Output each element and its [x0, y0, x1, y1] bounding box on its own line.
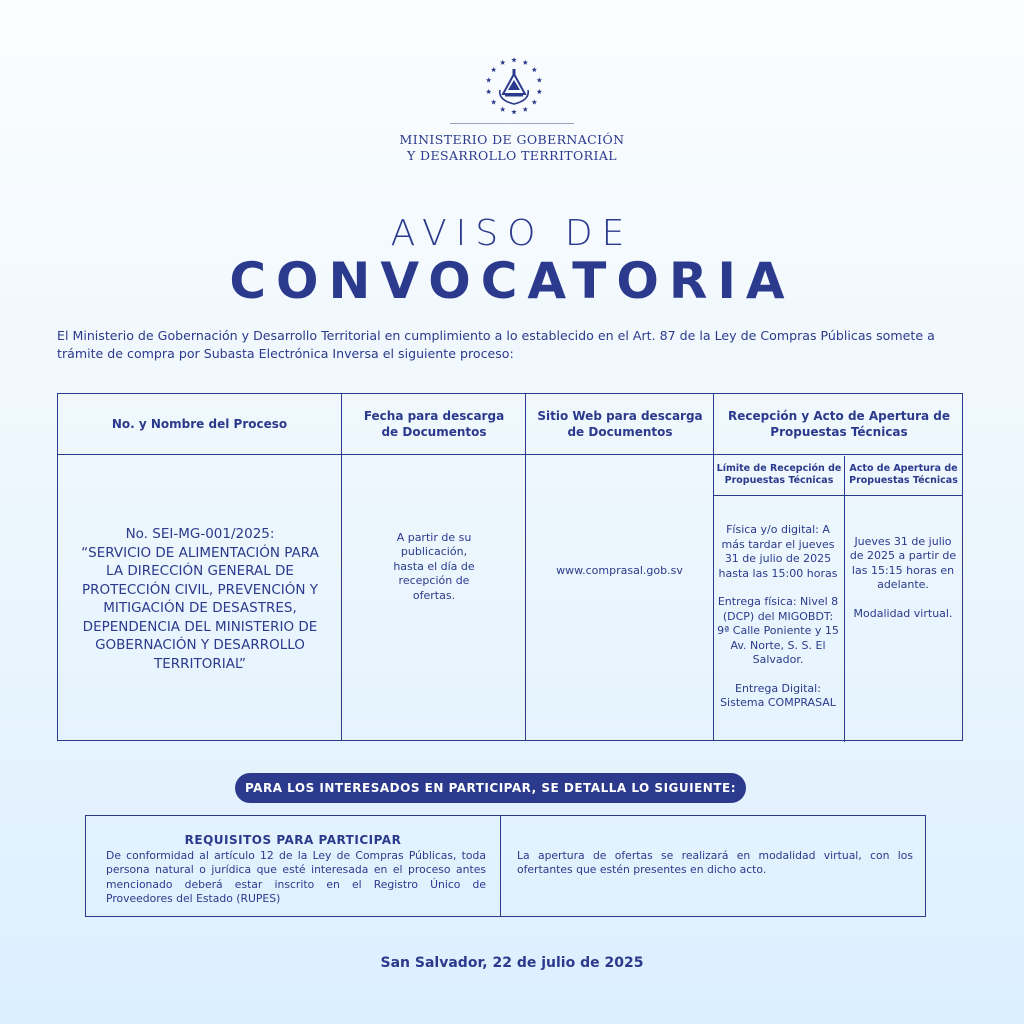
header-download-date: Fecha para descarga de Documentos — [363, 409, 505, 439]
requirements-text: De conformidad al artículo 12 de la Ley de Compras Públicas, toda persona natural o jurídica que esté interesada en el proceso antes mencionado deberá estar inscrito en el Registro Único de Proveedores del Estado (RUPES) — [106, 849, 486, 905]
star-icon — [523, 60, 528, 65]
title-line-2: CONVOCATORIA — [229, 252, 795, 310]
table-header-divider — [58, 454, 962, 455]
star-icon — [532, 99, 537, 104]
download-date-cell: A partir de su publicación, hasta el día de recepción de ofertas. — [393, 530, 475, 602]
table-subheader-divider — [713, 495, 962, 496]
requirements-box — [85, 815, 926, 917]
star-icon — [537, 77, 542, 82]
ministry-name-line-1: MINISTERIO DE GOBERNACIÓN — [399, 132, 625, 147]
subheader-opening-act: Acto de Apertura de Propuestas Técnicas — [849, 463, 958, 486]
process-cell — [72, 456, 328, 742]
header-website: Sitio Web para descarga de Documentos — [537, 409, 703, 439]
ministry-name-line-2: Y DESARROLLO TERRITORIAL — [407, 148, 617, 163]
participation-banner: PARA LOS INTERESADOS EN PARTICIPAR, SE DETALLA LO SIGUIENTE: — [235, 773, 746, 803]
reception-limit-text-2: Entrega física: Nivel 8 (DCP) del MIGOBDT: 9ª Calle Poniente y 15 Av. Norte, S. S. El Salvador. — [717, 595, 839, 667]
table-subcol-divider — [844, 456, 845, 742]
star-icon — [486, 89, 491, 94]
opening-modality-text: La apertura de ofertas se realizará en modalidad virtual, con los ofertantes que estén presentes en dicho acto. — [517, 849, 913, 877]
star-icon — [511, 57, 516, 62]
header-reception: Recepción y Acto de Apertura de Propuestas Técnicas — [727, 409, 950, 439]
star-icon — [523, 107, 528, 112]
opening-act-text-1: Jueves 31 de julio de 2025 a partir de las 15:15 horas en adelante. — [849, 534, 957, 592]
requirements-divider — [500, 816, 501, 916]
star-icon — [491, 67, 496, 72]
header-process: No. y Nombre del Proceso — [111, 417, 288, 431]
title-line-1: AVISO DE — [390, 213, 634, 254]
table-col-divider — [713, 394, 714, 740]
star-icon — [491, 99, 496, 104]
table-col-divider — [341, 394, 342, 740]
star-icon — [537, 89, 542, 94]
opening-act-cell — [849, 498, 957, 658]
opening-act-text-2: Modalidad virtual. — [853, 606, 953, 620]
subheader-reception-limit: Límite de Recepción de Propuestas Técnicas — [716, 463, 842, 486]
footer-date: San Salvador, 22 de julio de 2025 — [380, 955, 644, 971]
star-icon — [500, 107, 505, 112]
requirements-title: REQUISITOS PARA PARTICIPAR — [184, 833, 402, 847]
coat-of-arms-icon — [484, 56, 544, 116]
reception-limit-cell — [716, 498, 840, 736]
star-icon — [486, 77, 491, 82]
reception-limit-text-1: Física y/o digital: A más tardar el jueves 31 de julio de 2025 hasta las 15:00 horas — [718, 523, 838, 580]
header-divider — [450, 123, 574, 124]
star-icon — [500, 60, 505, 65]
reception-limit-text-3: Entrega Digital: Sistema COMPRASAL — [720, 681, 836, 710]
website-cell: www.comprasal.gob.sv — [556, 563, 683, 577]
star-icon — [532, 67, 537, 72]
process-number: No. SEI-MG-001/2025: — [125, 526, 275, 542]
star-icon — [511, 109, 516, 114]
process-table — [57, 393, 963, 741]
intro-paragraph: El Ministerio de Gobernación y Desarrollo Territorial en cumplimiento a lo establecido en el Art. 87 de la Ley de Compras Públicas somete a trámite de compra por Subasta Electrónica Inversa el siguiente proceso: — [57, 328, 935, 361]
process-name: “SERVICIO DE ALIMENTACIÓN PARA LA DIRECCIÓN GENERAL DE PROTECCIÓN CIVIL, PREVENCIÓN Y MITIGACIÓN DE DESASTRES, DEPENDENCIA DEL MINISTERIO DE GOBERNACIÓN Y DESARROLLO TERRITORIAL” — [81, 544, 319, 672]
